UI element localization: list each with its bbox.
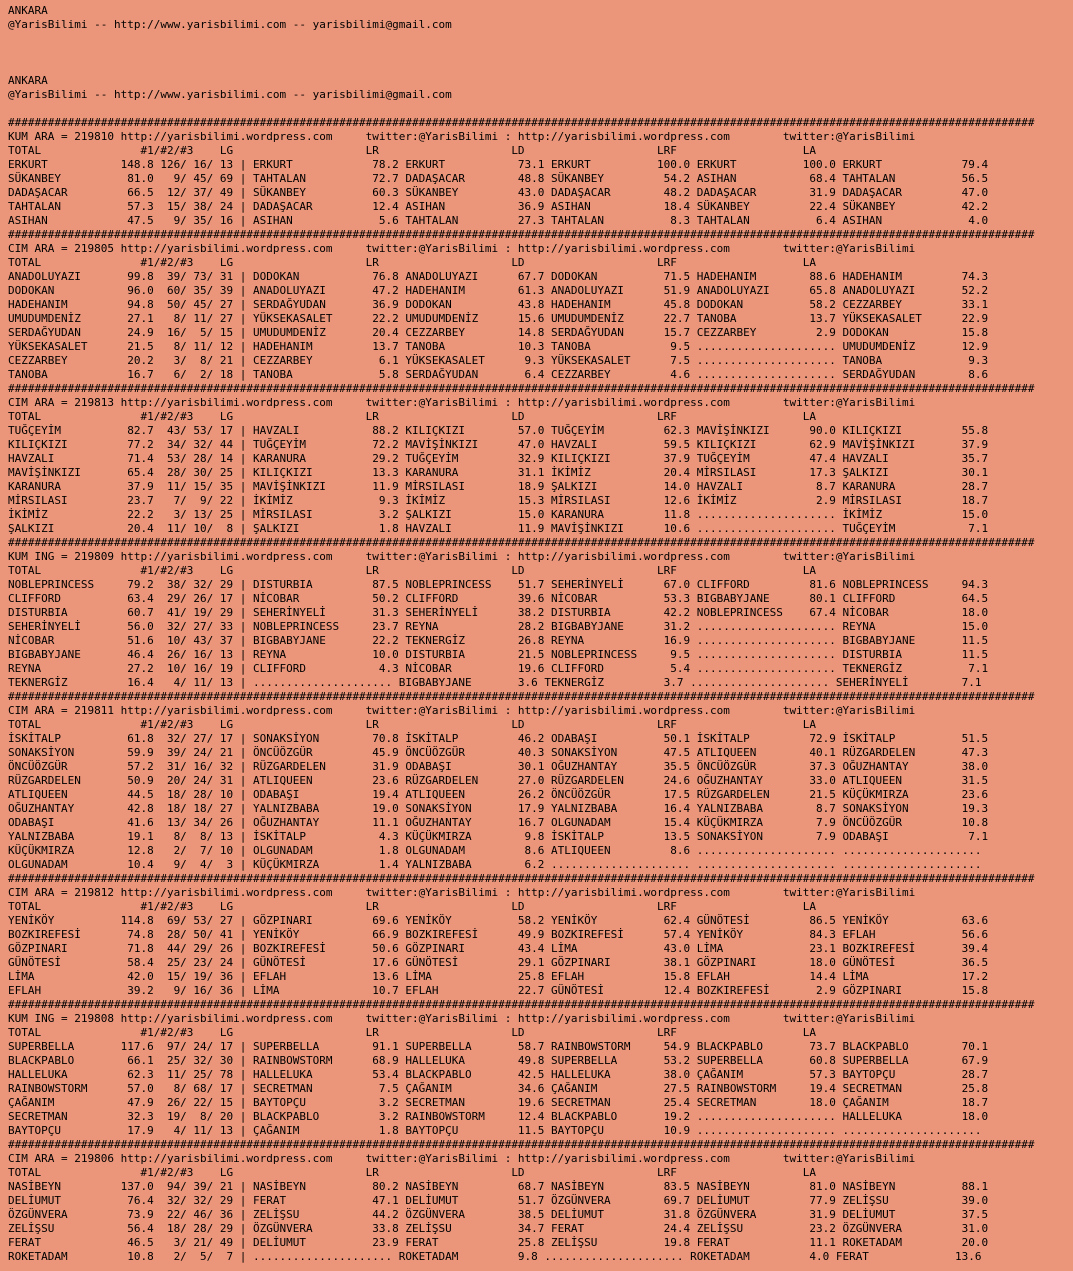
blank-line: [8, 60, 1073, 74]
table-row: YÜKSEKASALET 21.5 8/ 11/ 12 | HADEHANIM 13.7 TANOBA 10.3 TANOBA 9.5 ..................... UMUDUMDENİZ 12.9: [8, 340, 989, 353]
separator-line: ###########################################################################################################################################################: [8, 1138, 1035, 1151]
table-row: GÖZPINARI 71.8 44/ 29/ 26 | BOZKIREFESİ 50.6 GÖZPINARI 43.4 LİMA 43.0 LİMA 23.1 BOZKIREFESİ 39.4: [8, 942, 989, 955]
blank-line: [8, 46, 1073, 60]
blank-line: [8, 32, 1073, 46]
table-row: TAHTALAN 57.3 15/ 38/ 24 | DADAŞACAR 12.4 ASIHAN 36.9 ASIHAN 18.4 SÜKANBEY 22.4 SÜKANBEY 42.2: [8, 200, 989, 213]
table-row: ÖNCÜÖZGÜR 57.2 31/ 16/ 32 | RÜZGARDELEN 31.9 ODABAŞI 30.1 OĞUZHANTAY 35.5 ÖNCÜÖZGÜR 37.3 OĞUZHANTAY 38.0: [8, 760, 989, 773]
race-header-line: KUM ING = 219808 http://yarisbilimi.wordpress.com twitter:@YarisBilimi : http://yarisbilimi.wordpress.com twitter:@YarisBilimi: [8, 1012, 916, 1025]
table-row: RAINBOWSTORM 57.0 8/ 68/ 17 | SECRETMAN 7.5 ÇAĞANIM 34.6 ÇAĞANIM 27.5 RAINBOWSTORM 19.4 SECRETMAN 25.8: [8, 1082, 989, 1095]
table-row: ROKETADAM 10.8 2/ 5/ 7 | ..................... ROKETADAM 9.8 ..................... ROKETADAM 4.0 FERAT 13.6: [8, 1250, 982, 1263]
table-row: BLACKPABLO 66.1 25/ 32/ 30 | RAINBOWSTORM 68.9 HALLELUKA 49.8 SUPERBELLA 53.2 SUPERBELLA 60.8 SUPERBELLA 67.9: [8, 1054, 989, 1067]
separator-line: ###########################################################################################################################################################: [8, 998, 1035, 1011]
separator-line: ###########################################################################################################################################################: [8, 690, 1035, 703]
table-row: FERAT 46.5 3/ 21/ 49 | DELİUMUT 23.9 FERAT 25.8 ZELİŞSU 19.8 FERAT 11.1 ROKETADAM 20.0: [8, 1236, 989, 1249]
table-row: YALNIZBABA 19.1 8/ 8/ 13 | İSKİTALP 4.3 KÜÇÜKMIRZA 9.8 İSKİTALP 13.5 SONAKSİYON 7.9 ODABAŞI 7.1: [8, 830, 989, 843]
table-row: OĞUZHANTAY 42.8 18/ 18/ 27 | YALNIZBABA 19.0 SONAKSİYON 17.9 YALNIZBABA 16.4 YALNIZBABA 8.7 SONAKSİYON 19.3: [8, 802, 989, 815]
column-header-line: TOTAL #1/#2/#3 LG LR LD LRF LA: [8, 718, 816, 731]
race-header-line: CIM ARA = 219806 http://yarisbilimi.wordpress.com twitter:@YarisBilimi : http://yarisbilimi.wordpress.com twitter:@YarisBilimi: [8, 1152, 916, 1165]
table-row: KILIÇKIZI 77.2 34/ 32/ 44 | TUĞÇEYİM 72.2 MAVİŞİNKIZI 47.0 HAVZALI 59.5 KILIÇKIZI 62.9 MAVİŞİNKIZI 37.9: [8, 438, 989, 451]
table-row: REYNA 27.2 10/ 16/ 19 | CLIFFORD 4.3 NİCOBAR 19.6 CLIFFORD 5.4 ..................... TEKNERGİZ 7.1: [8, 662, 989, 675]
table-row: TUĞÇEYİM 82.7 43/ 53/ 17 | HAVZALI 88.2 KILIÇKIZI 57.0 TUĞÇEYİM 62.3 MAVİŞİNKIZI 90.0 KILIÇKIZI 55.8: [8, 424, 989, 437]
table-row: ODABAŞI 41.6 13/ 34/ 26 | OĞUZHANTAY 11.1 OĞUZHANTAY 16.7 OLGUNADAM 15.4 KÜÇÜKMIRZA 7.9 ÖNCÜÖZGÜR 10.8: [8, 816, 989, 829]
table-row: MİRSILASI 23.7 7/ 9/ 22 | İKİMİZ 9.3 İKİMİZ 15.3 MİRSILASI 12.6 İKİMİZ 2.9 MİRSILASI 18.7: [8, 494, 989, 507]
table-row: DODOKAN 96.0 60/ 35/ 39 | ANADOLUYAZI 47.2 HADEHANIM 61.3 ANADOLUYAZI 51.9 ANADOLUYAZI 65.8 ANADOLUYAZI 52.2: [8, 284, 989, 297]
table-row: SEHERİNYELİ 56.0 32/ 27/ 33 | NOBLEPRINCESS 23.7 REYNA 28.2 BIGBABYJANE 31.2 ..................... REYNA 15.0: [8, 620, 989, 633]
race-header-line: CIM ARA = 219813 http://yarisbilimi.wordpress.com twitter:@YarisBilimi : http://yarisbilimi.wordpress.com twitter:@YarisBilimi: [8, 396, 916, 409]
table-row: BOZKIREFESİ 74.8 28/ 50/ 41 | YENİKÖY 66.9 BOZKIREFESİ 49.9 BOZKIREFESİ 57.4 YENİKÖY 84.3 EFLAH 56.6: [8, 928, 989, 941]
table-row: KÜÇÜKMIRZA 12.8 2/ 7/ 10 | OLGUNADAM 1.8 OLGUNADAM 8.6 ATLIQUEEN 8.6 ..................... .....................: [8, 844, 982, 857]
table-row: OLGUNADAM 10.4 9/ 4/ 3 | KÜÇÜKMIRZA 1.4 YALNIZBABA 6.2 ..................... ..................... .....................: [8, 858, 982, 871]
table-row: SONAKSİYON 59.9 39/ 24/ 21 | ÖNCÜÖZGÜR 45.9 ÖNCÜÖZGÜR 40.3 SONAKSİYON 47.5 ATLIQUEEN 40.1 RÜZGARDELEN 47.3: [8, 746, 989, 759]
column-header-line: TOTAL #1/#2/#3 LG LR LD LRF LA: [8, 900, 816, 913]
table-row: DADAŞACAR 66.5 12/ 37/ 49 | SÜKANBEY 60.3 SÜKANBEY 43.0 DADAŞACAR 48.2 DADAŞACAR 31.9 DADAŞACAR 47.0: [8, 186, 989, 199]
race-header-line: CIM ARA = 219812 http://yarisbilimi.wordpress.com twitter:@YarisBilimi : http://yarisbilimi.wordpress.com twitter:@YarisBilimi: [8, 886, 916, 899]
table-row: SERDAĞYUDAN 24.9 16/ 5/ 15 | UMUDUMDENİZ 20.4 CEZZARBEY 14.8 SERDAĞYUDAN 15.7 CEZZARBEY 2.9 DODOKAN 15.8: [8, 326, 989, 339]
race-header-line: CIM ARA = 219805 http://yarisbilimi.wordpress.com twitter:@YarisBilimi : http://yarisbilimi.wordpress.com twitter:@YarisBilimi: [8, 242, 916, 255]
text-line: ANKARA: [8, 4, 48, 17]
table-row: HADEHANIM 94.8 50/ 45/ 27 | SERDAĞYUDAN 36.9 DODOKAN 43.8 HADEHANIM 45.8 DODOKAN 58.2 CEZZARBEY 33.1: [8, 298, 989, 311]
table-row: ÖZGÜNVERA 73.9 22/ 46/ 36 | ZELİŞSU 44.2 ÖZGÜNVERA 38.5 DELİUMUT 31.8 ÖZGÜNVERA 31.9 DELİUMUT 37.5: [8, 1208, 989, 1221]
column-header-line: TOTAL #1/#2/#3 LG LR LD LRF LA: [8, 1026, 816, 1039]
race-header-line: KUM ING = 219809 http://yarisbilimi.wordpress.com twitter:@YarisBilimi : http://yarisbilimi.wordpress.com twitter:@YarisBilimi: [8, 550, 916, 563]
table-row: BAYTOPÇU 17.9 4/ 11/ 13 | ÇAĞANIM 1.8 BAYTOPÇU 11.5 BAYTOPÇU 10.9 ..................... .....................: [8, 1124, 982, 1137]
table-row: CLIFFORD 63.4 29/ 26/ 17 | NİCOBAR 50.2 CLIFFORD 39.6 NİCOBAR 53.3 BIGBABYJANE 80.1 CLIFFORD 64.5: [8, 592, 989, 605]
table-row: SECRETMAN 32.3 19/ 8/ 20 | BLACKPABLO 3.2 RAINBOWSTORM 12.4 BLACKPABLO 19.2 ..................... HALLELUKA 18.0: [8, 1110, 989, 1123]
table-row: CEZZARBEY 20.2 3/ 8/ 21 | CEZZARBEY 6.1 YÜKSEKASALET 9.3 YÜKSEKASALET 7.5 ..................... TANOBA 9.3: [8, 354, 989, 367]
blank-line: [8, 102, 1073, 116]
table-row: İKİMİZ 22.2 3/ 13/ 25 | MİRSILASI 3.2 ŞALKIZI 15.0 KARANURA 11.8 ..................... İKİMİZ 15.0: [8, 508, 989, 521]
table-row: TANOBA 16.7 6/ 2/ 18 | TANOBA 5.8 SERDAĞYUDAN 6.4 CEZZARBEY 4.6 ..................... SERDAĞYUDAN 8.6: [8, 368, 989, 381]
table-row: GÜNÖTESİ 58.4 25/ 23/ 24 | GÜNÖTESİ 17.6 GÜNÖTESİ 29.1 GÖZPINARI 38.1 GÖZPINARI 18.0 GÜNÖTESİ 36.5: [8, 956, 989, 969]
separator-line: ###########################################################################################################################################################: [8, 382, 1035, 395]
table-row: NİCOBAR 51.6 10/ 43/ 37 | BIGBABYJANE 22.2 TEKNERGİZ 26.8 REYNA 16.9 ..................... BIGBABYJANE 11.5: [8, 634, 989, 647]
table-row: LİMA 42.0 15/ 19/ 36 | EFLAH 13.6 LİMA 25.8 EFLAH 15.8 EFLAH 14.4 LİMA 17.2: [8, 970, 989, 983]
separator-line: ###########################################################################################################################################################: [8, 116, 1035, 129]
table-row: DISTURBIA 60.7 41/ 19/ 29 | SEHERİNYELİ 31.3 SEHERİNYELİ 38.2 DISTURBIA 42.2 NOBLEPRINCESS 67.4 NİCOBAR 18.0: [8, 606, 989, 619]
table-row: ZELİŞSU 56.4 18/ 28/ 29 | ÖZGÜNVERA 33.8 ZELİŞSU 34.7 FERAT 24.4 ZELİŞSU 23.2 ÖZGÜNVERA 31.0: [8, 1222, 989, 1235]
table-row: BIGBABYJANE 46.4 26/ 16/ 13 | REYNA 10.0 DISTURBIA 21.5 NOBLEPRINCESS 9.5 ..................... DISTURBIA 11.5: [8, 648, 989, 661]
table-row: MAVİŞİNKIZI 65.4 28/ 30/ 25 | KILIÇKIZI 13.3 KARANURA 31.1 İKİMİZ 20.4 MİRSILASI 17.3 ŞALKIZI 30.1: [8, 466, 989, 479]
race-header-line: KUM ARA = 219810 http://yarisbilimi.wordpress.com twitter:@YarisBilimi : http://yarisbilimi.wordpress.com twitter:@YarisBilimi: [8, 130, 916, 143]
table-row: UMUDUMDENİZ 27.1 8/ 11/ 27 | YÜKSEKASALET 22.2 UMUDUMDENİZ 15.6 UMUDUMDENİZ 22.7 TANOBA 13.7 YÜKSEKASALET 22.9: [8, 312, 989, 325]
table-row: YENİKÖY 114.8 69/ 53/ 27 | GÖZPINARI 69.6 YENİKÖY 58.2 YENİKÖY 62.4 GÜNÖTESİ 86.5 YENİKÖY 63.6: [8, 914, 989, 927]
table-row: ANADOLUYAZI 99.8 39/ 73/ 31 | DODOKAN 76.8 ANADOLUYAZI 67.7 DODOKAN 71.5 HADEHANIM 88.6 HADEHANIM 74.3: [8, 270, 989, 283]
table-row: İSKİTALP 61.8 32/ 27/ 17 | SONAKSİYON 70.8 İSKİTALP 46.2 ODABAŞI 50.1 İSKİTALP 72.9 İSKİTALP 51.5: [8, 732, 989, 745]
table-row: RÜZGARDELEN 50.9 20/ 24/ 31 | ATLIQUEEN 23.6 RÜZGARDELEN 27.0 RÜZGARDELEN 24.6 OĞUZHANTAY 33.0 ATLIQUEEN 31.5: [8, 774, 989, 787]
text-line: ANKARA: [8, 74, 48, 87]
table-row: ERKURT 148.8 126/ 16/ 13 | ERKURT 78.2 ERKURT 73.1 ERKURT 100.0 ERKURT 100.0 ERKURT 79.4: [8, 158, 989, 171]
table-row: HALLELUKA 62.3 11/ 25/ 78 | HALLELUKA 53.4 BLACKPABLO 42.5 HALLELUKA 38.0 ÇAĞANIM 57.3 BAYTOPÇU 28.7: [8, 1068, 989, 1081]
table-row: NOBLEPRINCESS 79.2 38/ 32/ 29 | DISTURBIA 87.5 NOBLEPRINCESS 51.7 SEHERİNYELİ 67.0 CLIFFORD 81.6 NOBLEPRINCESS 94.3: [8, 578, 989, 591]
table-row: KARANURA 37.9 11/ 15/ 35 | MAVİŞİNKIZI 11.9 MİRSILASI 18.9 ŞALKIZI 14.0 HAVZALI 8.7 KARANURA 28.7: [8, 480, 989, 493]
table-row: ÇAĞANIM 47.9 26/ 22/ 15 | BAYTOPÇU 3.2 SECRETMAN 19.6 SECRETMAN 25.4 SECRETMAN 18.0 ÇAĞANIM 18.7: [8, 1096, 989, 1109]
column-header-line: TOTAL #1/#2/#3 LG LR LD LRF LA: [8, 144, 816, 157]
table-row: TEKNERGİZ 16.4 4/ 11/ 13 | ..................... BIGBABYJANE 3.6 TEKNERGİZ 3.7 ..................... SEHERİNYELİ 7.1: [8, 676, 982, 689]
text-line: @YarisBilimi -- http://www.yarisbilimi.com -- yarisbilimi@gmail.com: [8, 18, 452, 31]
column-header-line: TOTAL #1/#2/#3 LG LR LD LRF LA: [8, 564, 816, 577]
table-row: SUPERBELLA 117.6 97/ 24/ 17 | SUPERBELLA 91.1 SUPERBELLA 58.7 RAINBOWSTORM 54.9 BLACKPABLO 73.7 BLACKPABLO 70.1: [8, 1040, 989, 1053]
table-row: ATLIQUEEN 44.5 18/ 28/ 10 | ODABAŞI 19.4 ATLIQUEEN 26.2 ÖNCÜÖZGÜR 17.5 RÜZGARDELEN 21.5 KÜÇÜKMIRZA 23.6: [8, 788, 989, 801]
column-header-line: TOTAL #1/#2/#3 LG LR LD LRF LA: [8, 1166, 816, 1179]
column-header-line: TOTAL #1/#2/#3 LG LR LD LRF LA: [8, 410, 816, 423]
separator-line: ###########################################################################################################################################################: [8, 228, 1035, 241]
table-row: ŞALKIZI 20.4 11/ 10/ 8 | ŞALKIZI 1.8 HAVZALI 11.9 MAVİŞİNKIZI 10.6 ..................... TUĞÇEYİM 7.1: [8, 522, 989, 535]
table-row: SÜKANBEY 81.0 9/ 45/ 69 | TAHTALAN 72.7 DADAŞACAR 48.8 SÜKANBEY 54.2 ASIHAN 68.4 TAHTALAN 56.5: [8, 172, 989, 185]
column-header-line: TOTAL #1/#2/#3 LG LR LD LRF LA: [8, 256, 816, 269]
separator-line: ###########################################################################################################################################################: [8, 872, 1035, 885]
race-header-line: CIM ARA = 219811 http://yarisbilimi.wordpress.com twitter:@YarisBilimi : http://yarisbilimi.wordpress.com twitter:@YarisBilimi: [8, 704, 916, 717]
table-row: HAVZALI 71.4 53/ 28/ 14 | KARANURA 29.2 TUĞÇEYİM 32.9 KILIÇKIZI 37.9 TUĞÇEYİM 47.4 HAVZALI 35.7: [8, 452, 989, 465]
table-row: NASİBEYN 137.0 94/ 39/ 21 | NASİBEYN 80.2 NASİBEYN 68.7 NASİBEYN 83.5 NASİBEYN 81.0 NASİBEYN 88.1: [8, 1180, 989, 1193]
table-row: DELİUMUT 76.4 32/ 32/ 29 | FERAT 47.1 DELİUMUT 51.7 ÖZGÜNVERA 69.7 DELİUMUT 77.9 ZELİŞSU 39.0: [8, 1194, 989, 1207]
table-row: EFLAH 39.2 9/ 16/ 36 | LİMA 10.7 EFLAH 22.7 GÜNÖTESİ 12.4 BOZKIREFESİ 2.9 GÖZPINARI 15.8: [8, 984, 989, 997]
table-row: ASIHAN 47.5 9/ 35/ 16 | ASIHAN 5.6 TAHTALAN 27.3 TAHTALAN 8.3 TAHTALAN 6.4 ASIHAN 4.0: [8, 214, 989, 227]
text-line: @YarisBilimi -- http://www.yarisbilimi.com -- yarisbilimi@gmail.com: [8, 88, 452, 101]
separator-line: ###########################################################################################################################################################: [8, 536, 1035, 549]
